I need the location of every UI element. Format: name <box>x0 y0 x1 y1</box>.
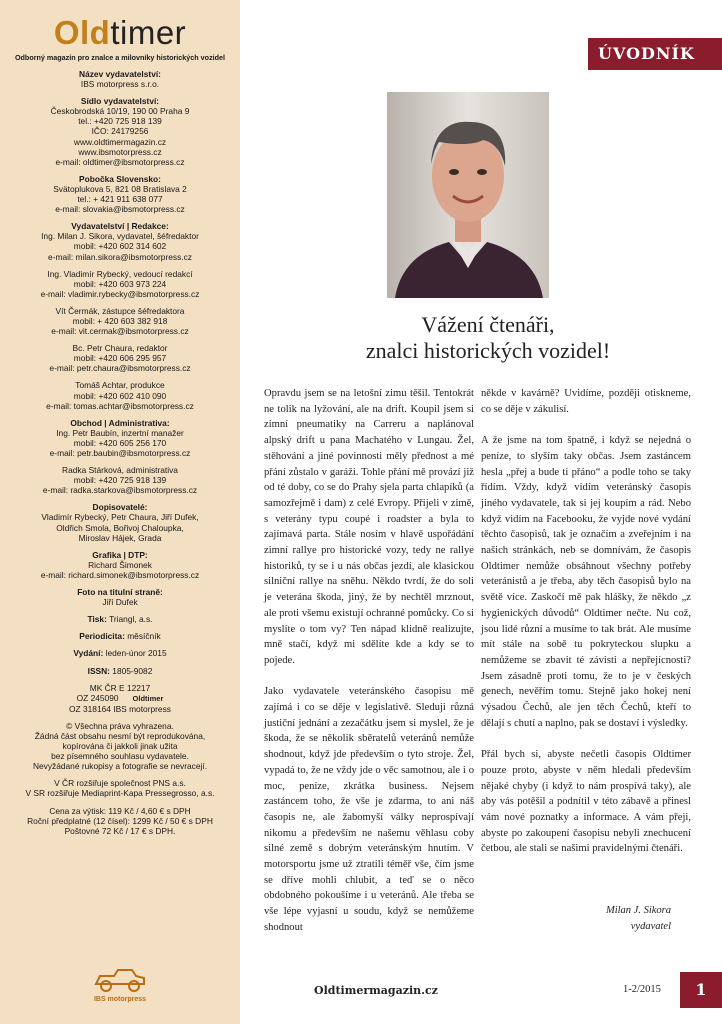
imprint-line: Vladimír Rybecký, Petr Chaura, Jiří Dufek, <box>41 512 199 523</box>
imprint-line: Tomáš Achtar, produkce <box>75 380 165 391</box>
imprint-block <box>0 683 240 714</box>
imprint-line: Radka Stárková, administrativa <box>62 465 178 476</box>
imprint-line: www.ibsmotorpress.cz <box>78 146 162 157</box>
editorial-headline <box>260 312 716 364</box>
imprint-line: e-mail: slovakia@ibsmotorpress.cz <box>55 204 185 215</box>
signature-name: Milan J. Sikora <box>605 905 671 916</box>
imprint-block <box>0 587 240 607</box>
imprint-line: tel.: +420 725 918 139 <box>78 116 162 127</box>
imprint-line: IČO: 24179256 <box>91 126 149 137</box>
imprint-line: MK ČR E 12217 <box>89 682 151 693</box>
imprint-line: Českobrodská 10/19, 190 00 Praha 9 <box>50 106 190 117</box>
imprint-line: Ing. Milan J. Sikora, vydavatel, šéfredaktor <box>41 231 199 242</box>
imprint-block <box>0 721 240 771</box>
imprint-block <box>0 418 240 458</box>
imprint-line: Roční předplatné (12 čísel): 1299 Kč / 50 € s DPH <box>27 815 213 826</box>
imprint-line: Poštovné 72 Kč / 17 € s DPH. <box>64 825 176 836</box>
imprint-block <box>0 666 240 676</box>
imprint-label: Vydání: <box>73 648 104 659</box>
imprint-line <box>0 631 240 641</box>
imprint-block <box>0 380 240 410</box>
editor-portrait <box>387 92 549 298</box>
imprint-line: © Všechna práva vyhrazena. <box>66 720 174 731</box>
imprint-block <box>0 465 240 495</box>
imprint-line: IBS motorpress s.r.o. <box>80 79 160 90</box>
imprint-line: Miroslav Hájek, Grada <box>78 532 162 543</box>
footer-issue-number: 1-2/2015 <box>623 984 661 995</box>
imprint-heading: Obchod | Administrativa: <box>70 417 170 428</box>
imprint-line: mobil: +420 602 410 090 <box>73 390 167 401</box>
imprint-block <box>0 614 240 624</box>
signature-role: vydavatel <box>630 921 671 932</box>
imprint-value: Triangl, a.s. <box>109 614 153 625</box>
imprint-block <box>0 806 240 836</box>
imprint-line <box>0 666 240 676</box>
imprint-line: e-mail: milan.sikora@ibsmotorpress.cz <box>48 251 192 262</box>
imprint-line: Vít Čermák, zástupce šéfredaktora <box>55 305 185 316</box>
imprint-line: bez písemného souhlasu vydavatele. <box>51 751 189 762</box>
imprint-sidebar <box>0 0 240 1024</box>
imprint-block <box>0 221 240 261</box>
imprint-line: OZ 318164 IBS motorpress <box>69 703 171 714</box>
article-paragraph: Jako vydavatele veteránského časopisu mě zajímá i co se děje v legislativě. Sleduji různá justiční jednání a zezačátku jsem si myslel, že je škoda, že se několik sběratelů veteránů nemůže shodnout, když jde především o tyto stroje. Žel, vypadá to, že ne vždy jde o věc samotnou, ale i o moc, peníze, zkrátka business. Nejsem zastáncem toho, že vše je zdarma, to ani náš časopis ne, ale žabomyší války neprospívají nikomu a především ne našemu věhlasu coby silné země s dobrým veteránským hnutím. V motorsportu jsme už ztratili téměř vše, čím jsme se dříve mohli chlubit, a teď se o něco obdobného pokoušíme i u veteránů. Ale třeba se vše lépe vyjasní u soudu, když se nemůžeme shodnout <box>264 686 474 933</box>
imprint-label: Tisk: <box>87 614 107 625</box>
imprint-line <box>0 648 240 658</box>
imprint-line: tel.: + 421 911 638 077 <box>77 194 163 205</box>
imprint-heading: Vydavatelství | Redakce: <box>71 221 169 232</box>
imprint-line: e-mail: petr.chaura@ibsmotorpress.cz <box>49 363 191 374</box>
imprint-line <box>0 693 240 704</box>
imprint-line: Oldřich Smola, Bořivoj Chaloupka, <box>56 522 184 533</box>
imprint-heading: Pobočka Slovensko: <box>79 173 161 184</box>
imprint-heading: Název vydavatelství: <box>79 69 161 79</box>
magazine-logo <box>0 15 240 51</box>
imprint-line: Richard Šimonek <box>88 559 152 570</box>
publisher-logo-caption: IBS motorpress <box>93 996 147 1004</box>
article-paragraph: někde v kavárně? Uvidíme, později otiskneme, co se děje v zákulisí. <box>481 388 691 415</box>
imprint-line: Ing. Vladimír Rybecký, vedoucí redakcí <box>47 268 193 279</box>
imprint-line: mobil: +420 603 973 224 <box>73 278 167 289</box>
article-paragraph: Přál bych si, abyste nečetli časopis Oldtimer pouze proto, abyste v něm hledali především nějaké chyby (i když to nám prospívá taky), ale aby vás potěšil a podnítil v této zábavě a přinesl vám nové poznatky a informace. A vám přeji, abyste po zakoupení časopisu nebyli znechucení četbou, ale stali se našimi pravidelnými čtenáři. <box>481 749 691 855</box>
imprint-line: Nevyžádané rukopisy a fotografie se nevracejí. <box>32 761 208 772</box>
imprint-value: 1805-9082 <box>112 665 153 676</box>
headline-line-2: znalci historických vozidel! <box>365 338 611 363</box>
imprint-block <box>0 269 240 299</box>
imprint-line <box>0 614 240 624</box>
imprint-block <box>0 648 240 658</box>
imprint-blocks <box>0 69 240 836</box>
imprint-block <box>0 306 240 336</box>
imprint-label: ISSN: <box>87 665 110 676</box>
imprint-line: e-mail: petr.baubin@ibsmotorpress.cz <box>49 448 191 458</box>
imprint-line: Bc. Petr Chaura, redaktor <box>72 343 168 354</box>
imprint-line: Svätoplukova 5, 821 08 Bratislava 2 <box>53 183 187 194</box>
signature <box>606 903 671 935</box>
footer-website: Oldtimermagazin.cz <box>314 984 438 997</box>
imprint-value: leden-únor 2015 <box>105 648 167 659</box>
imprint-block <box>0 69 240 89</box>
imprint-line: mobil: +420 605 256 170 <box>73 437 167 448</box>
magazine-tagline: Odborný magazín pro znalce a milovníky historických vozidel <box>14 53 226 62</box>
imprint-line: e-mail: tomas.achtar@ibsmotorpress.cz <box>46 400 194 411</box>
article-paragraph: A že jsme na tom špatně, i když se nejedná o peníze, to slyším taky občas. Jsem zastáncem hesla „přej a bude ti přáno“ a podle toho se taky řídím. Vždy, když vidím veteránský časopis jiného vydavatele, tak si jej koupím a rád. Nebo když vidím na Facebooku, že vyjde nové vydání těchto časopisů, tak je označím a zveřejním i na našich stránkách, neb se domnívám, že časopis Oldtimer nemůže obsáhnout všechny potřeby veteránistů a je třeba, aby těch časopisů bylo na světě více. Zaskočí mě pak hlášky, že někdo „z hygienických důvodů“ Oldtimer nečte. Nu což, jsou lidé různí a musíme to tak brát. Ale musíme mít stále na sobě tu pokryteckou slupku a nemůžeme se zbavit té závisti a nepřejícnosti? Jsem zásadně proti tomu, že to je v českých genech, nevěřím tomu. Stejně jako hokej není výsadou Čechů, ale jen těch Čechů, kteří to dělají s chutí a naplno, pak se dostaví i výsledky. <box>481 435 691 729</box>
imprint-line: mobil: +420 606 295 957 <box>73 353 167 364</box>
imprint-value: měsíčník <box>127 631 161 642</box>
section-label: ÚVODNÍK <box>588 38 722 70</box>
imprint-heading: Grafika | DTP: <box>92 549 148 560</box>
imprint-line: V ČR rozšiřuje společnost PNS a.s. <box>54 778 186 789</box>
imprint-block <box>0 778 240 798</box>
imprint-line: mobil: +420 725 918 139 <box>73 475 167 486</box>
imprint-block <box>0 174 240 214</box>
imprint-heading: Dopisovatelé: <box>92 502 148 513</box>
article-paragraph: Opravdu jsem se na letošní zimu těšil. Tentokrát ne tolik na lyžování, ale na drift. Koupil jsem si zimní pneumatiky na Carreru a naplánoval alpský drift u pana Machatého v Lungau. Žel, stěhování a jiné povinnosti měly přednost a mé přání zůstalo v garáži. Tohle přání mě provází již od té doby, co se do Prahy sjela parta chlapíků (a samozřejmě i dam) z celé Evropy. Přijeli v zimě, s veterány typu coupé i roadster a byla to zajímavá parta. Stále nosím v hlavě uspořádání zimní rallye pro historické vozy, tedy ne rallye historiků, ty se i u nás občas jezdí, ale klasickou silniční rallye na sněhu. Někdo tvrdí, že do soli je veterána škoda, jiný, že by nechtěl mrznout, ale proti všemu existují ochranné pomůcky. Co si myslíte o tom vy? Ten nápad klidně realizujte, mně stačí, když mi sdělíte kde a kdy se to pojede. <box>264 388 474 666</box>
page-number: 1 <box>680 972 722 1008</box>
imprint-line: Ing. Petr Baubín, inzertní manažer <box>56 427 184 438</box>
imprint-block <box>0 343 240 373</box>
imprint-line-text: OZ 245090 <box>76 692 119 703</box>
logo-part-old: Old <box>53 14 111 51</box>
mini-oldtimer-logo: Oldtimer <box>132 693 164 703</box>
imprint-block <box>0 550 240 580</box>
imprint-line: Cena za výtisk: 119 Kč / 4,60 € s DPH <box>49 805 191 816</box>
imprint-line: e-mail: vladimir.rybecky@ibsmotorpress.cz <box>40 288 200 299</box>
imprint-line: V SR rozšiřuje Mediaprint-Kapa Pressegrosso, a.s. <box>25 788 215 799</box>
imprint-line: Jiří Dufek <box>102 597 138 608</box>
imprint-block <box>0 502 240 542</box>
imprint-line: mobil: + 420 603 382 918 <box>72 315 168 326</box>
publisher-logo <box>0 966 240 1004</box>
imprint-heading: Sídlo vydavatelství: <box>80 96 160 107</box>
article-column-2 <box>481 386 691 873</box>
imprint-line: e-mail: oldtimer@ibsmotorpress.cz <box>55 156 185 167</box>
imprint-line: Žádná část obsahu nesmí být reprodukována, <box>34 730 206 741</box>
imprint-line: www.oldtimermagazin.cz <box>73 136 167 147</box>
imprint-heading: Foto na titulní straně: <box>77 587 163 598</box>
imprint-line: e-mail: richard.simonek@ibsmotorpress.cz <box>40 569 200 580</box>
imprint-line: e-mail: vit.cermak@ibsmotorpress.cz <box>51 326 189 337</box>
imprint-line: e-mail: radka.starkova@ibsmotorpress.cz <box>42 485 198 496</box>
article-column-1 <box>264 386 474 951</box>
imprint-block <box>0 96 240 167</box>
logo-part-timer: timer <box>110 14 187 51</box>
imprint-block <box>0 631 240 641</box>
imprint-line: kopírována či jakkoli jinak užita <box>62 741 178 752</box>
headline-line-1: Vážení čtenáři, <box>421 312 555 337</box>
imprint-label: Periodicita: <box>79 631 125 642</box>
vintage-car-icon <box>92 966 148 994</box>
imprint-line: mobil: +420 602 314 602 <box>73 241 167 252</box>
